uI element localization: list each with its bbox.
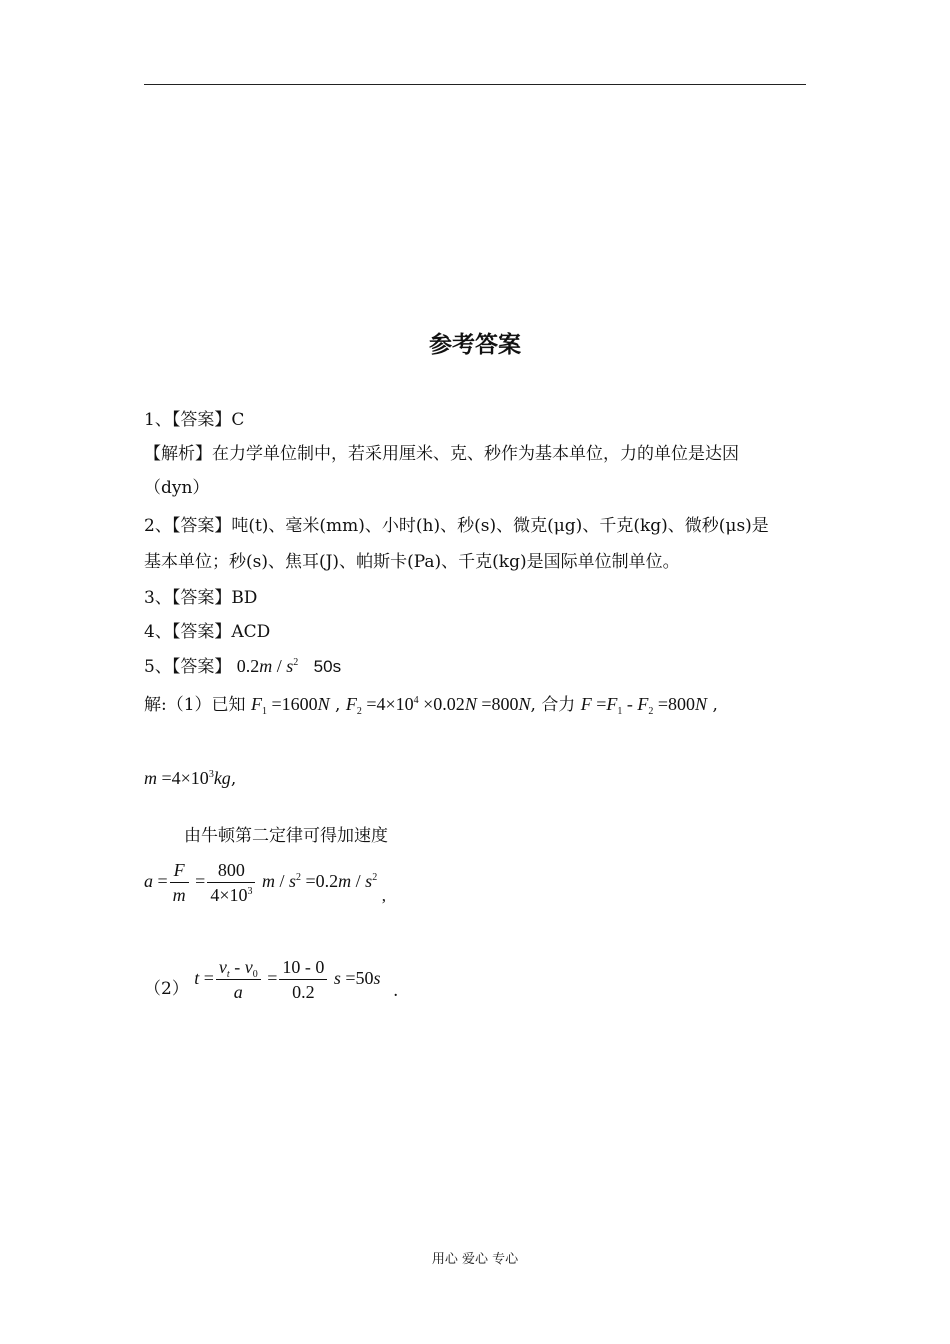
q4-answer: 4、【答案】ACD [144, 622, 271, 642]
formula-mass: $m =4\times 10^3kg$, [144, 768, 237, 789]
q3-answer: 3、【答案】BD [144, 588, 258, 608]
resultant-label: 合力 [541, 695, 576, 715]
q1-analysis-line1: 【解析】在力学单位制中，若采用厘米、克、秒作为基本单位，力的单位是达因 [144, 444, 739, 464]
solution-intro: 解:（1）已知 [144, 695, 246, 715]
q5-answer-label: 5、【答案】 [144, 657, 232, 677]
newton-law-text: 由牛顿第二定律可得加速度 [184, 826, 388, 846]
q5-acceleration-formula: $0.2m / s^2$ [236, 656, 299, 676]
formula-acceleration: a = $\frac{F}{m}$ = $\frac{800}{4\times 10^3}$ $m / s^2 =0.2m / s^2$ , [144, 860, 386, 906]
header-rule [144, 84, 806, 85]
q2-line1: 2、【答案】吨(t)、毫米(mm)、小时(h)、秒(s)、微克(μg)、千克(kg)、微秒(μs)是 [144, 516, 769, 536]
page-title: 参考答案 [429, 332, 521, 358]
q1-answer: 1、【答案】C [144, 410, 245, 430]
formula-f2: $F_2 =4\times 10^4 \times 0.02N =800N$ [345, 694, 531, 717]
formula-resultant: $F =F_1 - F_2 =800N$ [580, 694, 708, 717]
page-footer: 用心 爱心 专心 [431, 1252, 519, 1267]
formula-time: t = $\frac{v_t - v_0}{a}$ = $\frac{10 - 0}{0.2}$ s =50s [194, 957, 381, 1003]
q5-answer-value: 50s [313, 657, 342, 676]
solution-given-line: 解:（1）已知 $F_1 =1600N$ , $F_2 =4\times 10^4 \times 0.02N =800N$, 合力 $F =F_1 - F_2 =800N$ , [144, 694, 718, 717]
q1-analysis-line2: （dyn） [144, 478, 210, 498]
part2-line: （2） t = $\frac{v_t - v_0}{a}$ = $\frac{10 - 0}{0.2}$ s =50s . [144, 957, 399, 1003]
q2-line2: 基本单位；秒(s)、焦耳(J)、帕斯卡(Pa)、千克(kg)是国际单位制单位。 [144, 552, 680, 572]
formula-f1: $F_1 =1600N$ [250, 694, 330, 717]
q5-answer [144, 654, 341, 679]
part2-label: （2） [144, 979, 189, 999]
